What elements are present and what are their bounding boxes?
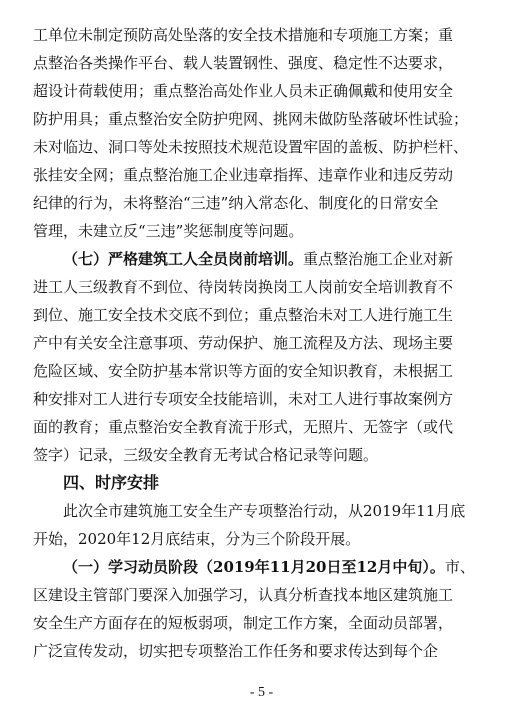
paragraph-line: 面的教育；重点整治安全教育流于形式，无照片、无签字（或代	[33, 418, 454, 436]
timeline-line: 此次全市建筑施工安全生产专项整治行动，从2019年11月底	[63, 502, 466, 520]
stage-1-text: 市、	[444, 558, 475, 576]
paragraph-line: 工单位未制定预防高处坠落的安全技术措施和专项施工方案；重	[33, 26, 454, 44]
paragraph-line: 到位、施工安全技术交底不到位；重点整治未对工人进行施工生	[33, 306, 454, 324]
paragraph-line: 种安排对工人进行专项安全技能培训，未对工人进行事故案例方	[33, 390, 454, 408]
paragraph-line: 点整治各类操作平台、载人装置钢性、强度、稳定性不达要求，	[33, 54, 454, 72]
paragraph-line: 广泛宣传发动，切实把专项整治工作任务和要求传达到每个企	[33, 642, 439, 660]
stage-1-first-line	[63, 554, 490, 580]
paragraph-line: 防护用具；重点整治安全防护兜网、挑网未做防坠落破坏性试验；	[33, 110, 469, 128]
paragraph-line: 未对临边、洞口等处未按照技术规范设置牢固的盖板、防护栏杆、	[33, 138, 469, 156]
paragraph-line: 管理，未建立反“三违”奖惩制度等问题。	[33, 222, 304, 240]
section-7-heading: （七）严格建筑工人全员岗前培训。	[63, 250, 304, 268]
section-heading: 四、时序安排	[63, 473, 160, 492]
paragraph-line: 超设计荷载使用；重点整治高处作业人员未正确佩戴和使用安全	[33, 82, 454, 100]
timeline-line: 开始，2020年12月底结束，分为三个阶段开展。	[33, 530, 361, 548]
section-7-first-line	[63, 246, 490, 272]
paragraph-line: 安全生产方面存在的短板弱项，制定工作方案，全面动员部署，	[33, 614, 454, 632]
section-7-text: 重点整治施工企业对新	[303, 250, 454, 268]
paragraph-line: 签字）记录，三级安全教育无考试合格记录等问题。	[33, 446, 379, 464]
paragraph-line: 纪律的行为，未将整治“三违”纳入常态化、制度化的日常安全	[33, 194, 439, 212]
paragraph-line: 张挂安全网；重点整治施工企业违章指挥、违章作业和违反劳动	[33, 166, 454, 184]
paragraph-line: 产中有关安全注意事项、劳动保护、施工流程及方法、现场主要	[33, 334, 454, 352]
paragraph-line: 危险区域、安全防护基本常识等方面的安全知识教育，未根据工	[33, 362, 454, 380]
paragraph-line: 进工人三级教育不到位、待岗转岗换岗工人岗前安全培训教育不	[33, 278, 454, 296]
page-number: - 5 -	[249, 685, 274, 700]
paragraph-line: 区建设主管部门要深入加强学习，认真分析查找本地区建筑施工	[33, 586, 454, 604]
stage-1-heading: （一）学习动员阶段（2019年11月20日至12月中旬）。	[63, 558, 445, 576]
